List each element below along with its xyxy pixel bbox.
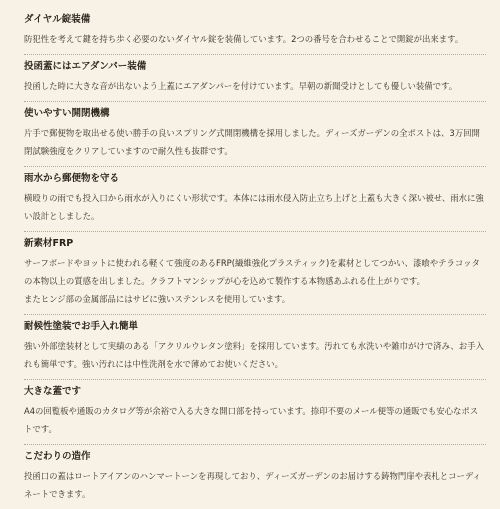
feature-description [24,77,486,95]
feature-description [24,254,486,308]
feature-text: またヒンジ部の金属部品にはサビに強いステンレスを使用しています。 [24,294,291,304]
feature-title: 投函蓋にはエアダンパー装備 [24,61,147,72]
feature-frp-material [24,232,486,315]
feature-opening-mechanism [24,102,486,167]
feature-large-lid [24,380,486,445]
feature-craftsmanship [24,445,486,509]
feature-title: 耐候性塗装でお手入れ簡単 [24,321,139,332]
feature-description [24,467,486,503]
feature-weatherproof-coating [24,315,486,380]
feature-text: 強い外部塗装材として実績のある「アクリルウレタン塗料」を採用しています。汚れても水洗いや雑巾がけで済み、お手入れも簡単です。強い汚れには中性洗剤を水で薄めてお使いください。 [24,341,484,369]
feature-title: 大きな蓋です [24,386,82,397]
feature-air-damper [24,55,486,102]
feature-description [24,189,486,225]
feature-description [24,30,486,48]
feature-description [24,337,486,373]
feature-title: ダイヤル錠装備 [24,14,91,25]
feature-rain-protection [24,167,486,232]
feature-text: サーフボードやヨットに使われる軽くて強度のあるFRP(繊維強化プラスティック)を素材としてつかい、漆喰やテラコッタの本物以上の質感を出しました。クラフトマンシップが心を込めて製作する本物感あふれる仕上がりです。 [24,258,480,286]
feature-text: 投函した時に大きな音が出ないよう上蓋にエアダンパーを付けています。早朝の新聞受けとしても優しい装備です。 [24,81,458,91]
feature-title: こだわりの造作 [24,451,91,462]
feature-title: 使いやすい開閉機構 [24,108,110,119]
feature-text: 防犯性を考えて鍵を持ち歩く必要のないダイヤル錠を装備しています。2つの番号を合わせることで開錠が出来ます。 [24,34,464,44]
feature-title: 雨水から郵便物を守る [24,173,120,184]
feature-text: 横殴りの雨でも投入口から雨水が入りにくい形状です。本体には雨水侵入防止立ち上げと上蓋も大きく深い被せ、雨水に強い設計としました。 [24,193,484,221]
feature-description [24,124,486,160]
feature-description [24,402,486,438]
feature-text: 片手で郵便物を取出せる使い勝手の良いスプリング式開閉機構を採用しました。ディーズガーデンの全ポストは、3万回開閉試験強度をクリアしていますので耐久性も抜群です。 [24,128,480,156]
feature-dial-lock [24,8,486,55]
feature-text: A4の回覧板や通販のカタログ等が余裕で入る大きな開口部を持っています。捺印不要のメール便等の通販でも安心なポストです。 [24,406,479,434]
feature-text: 投函口の蓋はロートアイアンのハンマートーンを再現しており、ディーズガーデンのお届けする鋳物門扉や表札とコーディネートできます。 [24,471,481,499]
feature-title: 新素材FRP [24,238,74,249]
